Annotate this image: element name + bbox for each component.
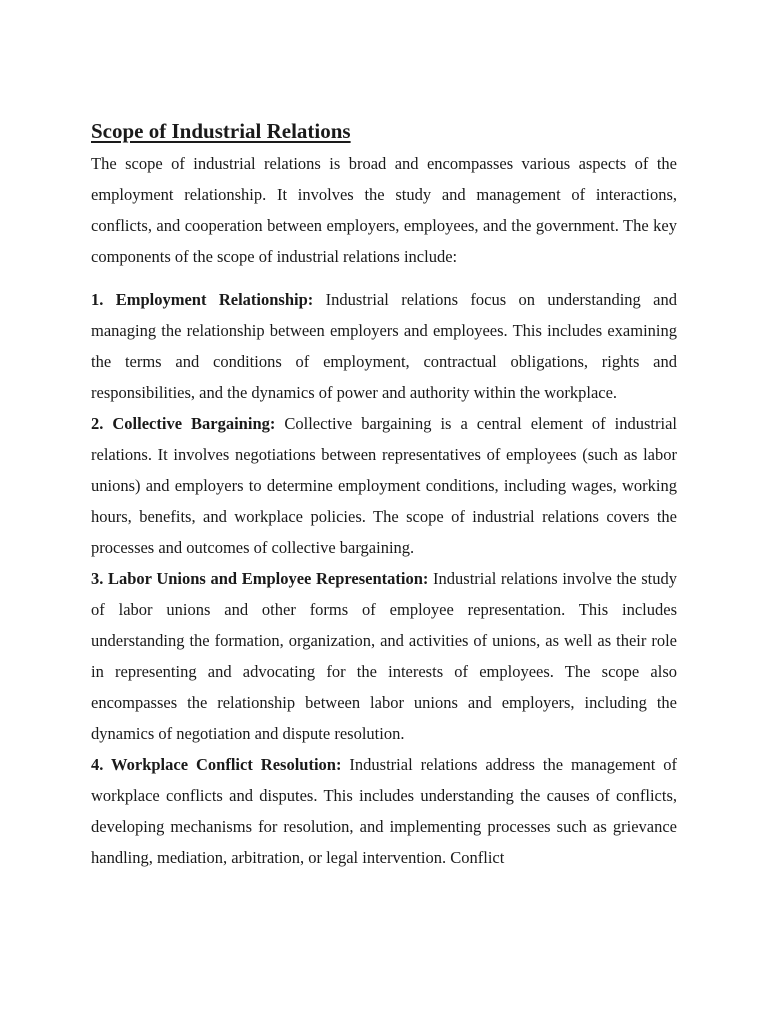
item-heading: 3. Labor Unions and Employee Representation: [91,569,429,588]
document-page [91,114,677,873]
list-item [91,749,677,873]
intro-paragraph: The scope of industrial relations is broad and encompasses various aspects of the employment relationship. It involves the study and management of interactions, conflicts, and cooperation between employers, employees, and the government. The key components of the scope of industrial relations include: [91,154,677,266]
item-heading: 1. Employment Relationship: [91,290,314,309]
item-text: Industrial relations focus on understanding and managing the relationship between employers and employees. This includes examining the terms and conditions of employment, contractual obligations, rights and responsibilities, and the dynamics of power and authority within the workplace. [91,290,677,402]
item-heading: 4. Workplace Conflict Resolution: [91,755,342,774]
list-item [91,284,677,408]
list-item [91,563,677,749]
item-heading: 2. Collective Bargaining: [91,414,276,433]
item-text: Industrial relations address the management of workplace conflicts and disputes. This includes understanding the causes of conflicts, developing mechanisms for resolution, and implementing processes such as grievance handling, mediation, arbitration, or legal intervention. Conflict [91,755,677,867]
list-item [91,408,677,563]
item-text: Collective bargaining is a central element of industrial relations. It involves negotiations between representatives of employees (such as labor unions) and employers to determine employment conditions, including wages, working hours, benefits, and workplace policies. The scope of industrial relations covers the processes and outcomes of collective bargaining. [91,414,677,557]
item-text: Industrial relations involve the study of labor unions and other forms of employee representation. This includes understanding the formation, organization, and activities of unions, as well as their role in representing and advocating for the interests of employees. The scope also encompasses the relationship between labor unions and employers, including the dynamics of negotiation and dispute resolution. [91,569,677,743]
document-title: Scope of Industrial Relations [91,119,351,143]
